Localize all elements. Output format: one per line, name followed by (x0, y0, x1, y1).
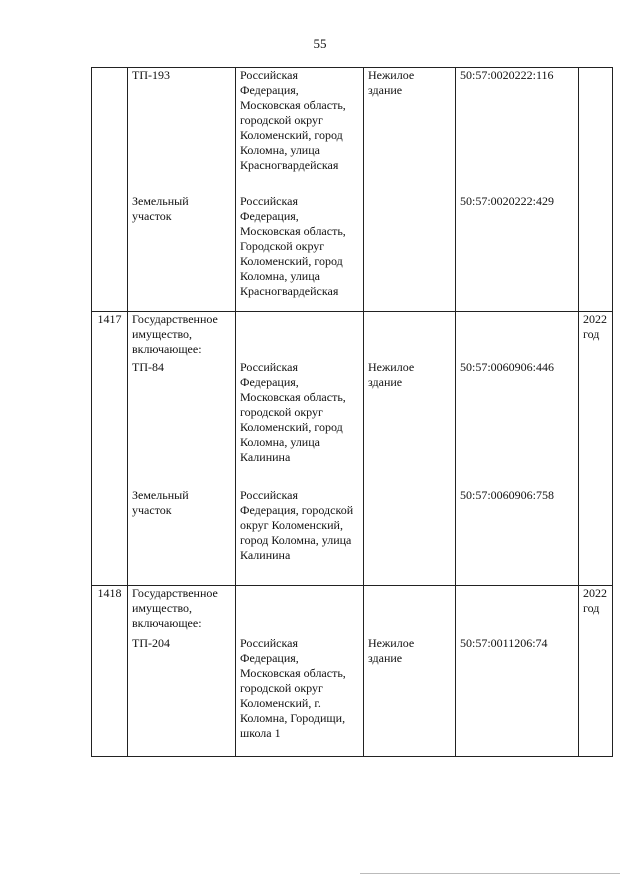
year-cell (579, 68, 613, 194)
object-type-cell: Нежилое здание (364, 360, 456, 488)
table-row (92, 586, 613, 636)
table-row (92, 312, 613, 360)
address-cell (236, 312, 364, 360)
year-cell (579, 194, 613, 312)
object-type-cell (364, 488, 456, 586)
object-type-cell (364, 586, 456, 636)
address-cell: Российская Федерация, Московская область, городской округ Коломенский, город Коломна, улица Калинина (236, 360, 364, 488)
row-number-cell (92, 636, 128, 757)
row-number-cell: 1418 (92, 586, 128, 636)
cadastral-number-cell: 50:57:0060906:758 (456, 488, 579, 586)
row-number-cell (92, 68, 128, 194)
year-cell (579, 488, 613, 586)
row-number-cell: 1417 (92, 312, 128, 360)
cadastral-number-cell: 50:57:0011206:74 (456, 636, 579, 757)
object-name-cell: Земельный участок (128, 488, 236, 586)
object-name-cell: ТП-193 (128, 68, 236, 194)
cadastral-number-cell: 50:57:0020222:116 (456, 68, 579, 194)
object-name-cell: ТП-84 (128, 360, 236, 488)
table-row (92, 360, 613, 488)
cadastral-number-cell: 50:57:0020222:429 (456, 194, 579, 312)
table-row (92, 488, 613, 586)
object-name-cell: ТП-204 (128, 636, 236, 757)
year-cell: 2022 год (579, 586, 613, 636)
page-number: 55 (313, 36, 327, 51)
object-name-cell: Земельный участок (128, 194, 236, 312)
year-cell (579, 636, 613, 757)
scan-edge-line (360, 873, 620, 874)
cadastral-number-cell (456, 312, 579, 360)
row-number-cell (92, 194, 128, 312)
row-number-cell (92, 360, 128, 488)
object-name-cell: Государственное имущество, включающее: (128, 312, 236, 360)
address-cell: Российская Федерация, Московская область, городской округ Коломенский, город Коломна, улица Красногвардейская (236, 68, 364, 194)
table-row (92, 636, 613, 757)
cadastral-number-cell: 50:57:0060906:446 (456, 360, 579, 488)
address-cell: Российская Федерация, Московская область, городской округ Коломенский, г. Коломна, Городищи, школа 1 (236, 636, 364, 757)
object-type-cell: Нежилое здание (364, 68, 456, 194)
year-cell: 2022 год (579, 312, 613, 360)
address-cell: Российская Федерация, городской округ Коломенский, город Коломна, улица Калинина (236, 488, 364, 586)
row-number-cell (92, 488, 128, 586)
object-name-cell: Государственное имущество, включающее: (128, 586, 236, 636)
table-row (92, 68, 613, 194)
address-cell: Российская Федерация, Московская область, Городской округ Коломенский, город Коломна, улица Красногвардейская (236, 194, 364, 312)
object-type-cell (364, 194, 456, 312)
year-cell (579, 360, 613, 488)
object-type-cell (364, 312, 456, 360)
table-row (92, 194, 613, 312)
address-cell (236, 586, 364, 636)
cadastral-number-cell (456, 586, 579, 636)
object-type-cell: Нежилое здание (364, 636, 456, 757)
property-registry-table (91, 67, 613, 757)
